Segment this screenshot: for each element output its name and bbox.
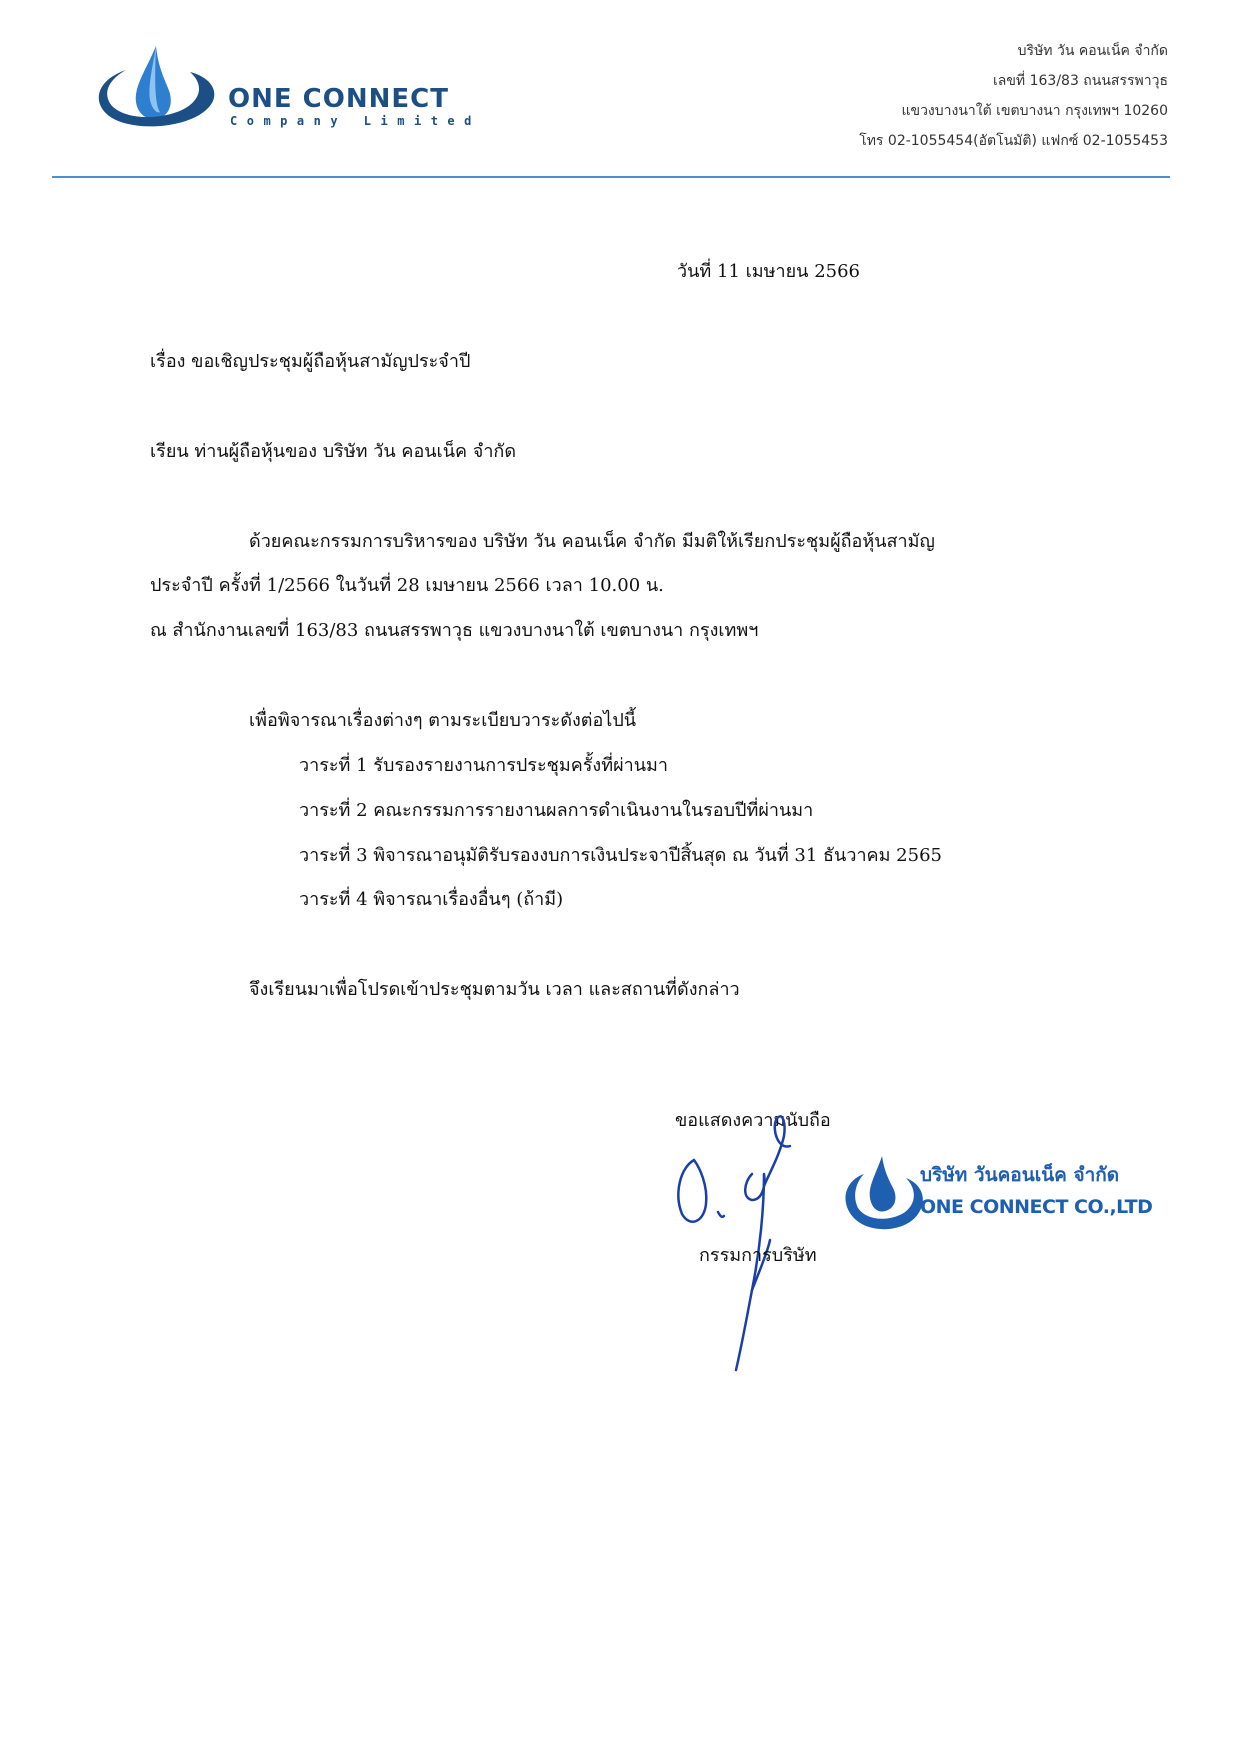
stamp-name-thai: บริษัท วันคอนเน็ค จำกัด (920, 1164, 1120, 1186)
letter-salutation: เรียน ท่านผู้ถือหุ้นของ บริษัท วัน คอนเน็ค จำกัด (150, 441, 517, 462)
address-phone-fax: โทร 02-1055454(อัตโนมัติ) แฟกซ์ 02-1055453 (859, 133, 1168, 149)
letter-date: วันที่ 11 เมษายน 2566 (677, 261, 860, 282)
body-line-2: ประจำปี ครั้งที่ 1/2566 ในวันที่ 28 เมษายน 2566 เวลา 10.00 น. (150, 575, 664, 596)
agenda-intro: เพื่อพิจารณาเรื่องต่างๆ ตามระเบียบวาระดังต่อไปนี้ (249, 710, 637, 731)
company-stamp (836, 1150, 1156, 1240)
body-line-3: ณ สำนักงานเลขที่ 163/83 ถนนสรรพาวุธ แขวงบางนาใต้ เขตบางนา กรุงเทพฯ (150, 620, 759, 641)
logo-company-name: ONE CONNECT (228, 84, 449, 114)
address-street: เลขที่ 163/83 ถนนสรรพาวุธ (992, 73, 1168, 89)
agenda-item-3: วาระที่ 3 พิจารณาอนุมัติรับรองงบการเงินประจาปีสิ้นสุด ณ วันที่ 31 ธันวาคม 2565 (299, 845, 942, 866)
letter-closing: จึงเรียนมาเพื่อโปรดเข้าประชุมตามวัน เวลา และสถานที่ดังกล่าว (249, 979, 740, 1000)
body-line-1: ด้วยคณะกรรมการบริหารของ บริษัท วัน คอนเน็ค จำกัด มีมติให้เรียกประชุมผู้ถือหุ้นสามัญ (249, 531, 935, 552)
letterhead-divider (52, 176, 1170, 178)
letter-regards: ขอแสดงความนับถือ (675, 1110, 831, 1131)
agenda-item-1: วาระที่ 1 รับรองรายงานการประชุมครั้งที่ผ่านมา (299, 755, 669, 776)
address-district: แขวงบางนาใต้ เขตบางนา กรุงเทพฯ 10260 (901, 103, 1168, 119)
letterhead-address (648, 36, 1168, 156)
address-company: บริษัท วัน คอนเน็ค จำกัด (1017, 43, 1168, 59)
logo-company-subtitle: Company Limited (230, 114, 481, 128)
agenda-item-2: วาระที่ 2 คณะกรรมการรายงานผลการดำเนินงานในรอบปีที่ผ่านมา (299, 800, 814, 821)
stamp-logo-icon (836, 1150, 926, 1240)
company-logo (86, 40, 506, 140)
signer-title: กรรมการบริษัท (699, 1245, 817, 1266)
letter-subject: เรื่อง ขอเชิญประชุมผู้ถือหุ้นสามัญประจำปี (150, 351, 471, 372)
agenda-item-4: วาระที่ 4 พิจารณาเรื่องอื่นๆ (ถ้ามี) (299, 889, 564, 910)
stamp-name-english: ONE CONNECT CO.,LTD (920, 1196, 1153, 1218)
water-drop-logo-icon (86, 40, 226, 136)
